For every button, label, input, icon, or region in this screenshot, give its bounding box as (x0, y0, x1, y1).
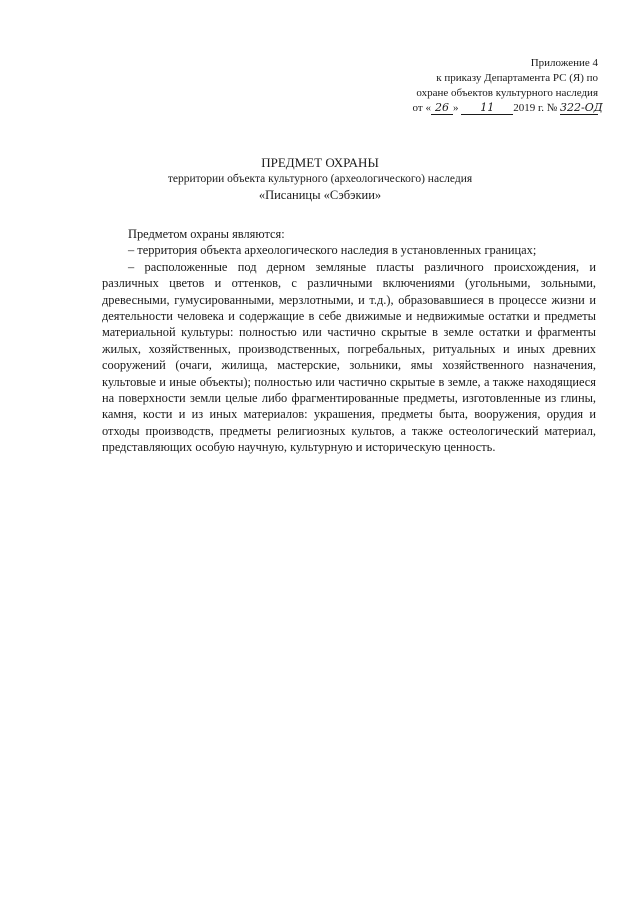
document-title: ПРЕДМЕТ ОХРАНЫ (261, 155, 379, 170)
site-name: «Писаницы «Сэбэкии» (258, 188, 382, 202)
date-month-handwritten: 11 (461, 101, 513, 115)
date-day-close: » (452, 102, 459, 114)
date-year-text: 2019 г. № (513, 102, 558, 114)
order-number-handwritten: 322-ОД (560, 101, 603, 114)
document-body (102, 226, 596, 456)
annex-title: Приложение 4 (530, 57, 598, 69)
protection-item-1: – территория объекта археологического наследия в установленных границах; (128, 243, 537, 258)
document-subtitle: территории объекта культурного (археологического) наследия (167, 173, 473, 185)
annex-order-ref: к приказу Департамента РС (Я) по (436, 72, 598, 84)
annex-date-line (412, 101, 603, 116)
protection-item-2: – расположенные под дерном земляные пласты различного происхождения, и различных цветов и оттенков, с различными включениями (угольными, зольными, древесными, гумусированными, мерзлотными, и т.д.), образовавшиеся в процессе жизни и деятельности человека и содержащие в себе движимые и недвижимые остатки и предметы материальной культуры: полностью или частично скрытые в земле остатки и фрагменты жилых, хозяйственных, производственных, погребальных, ритуальных и иных древних сооружений (очаги, жилища, мастерские, зольники, ямы хозяйственного назначения, культовые и иные объекты); полностью или частично скрытые в земле, а также находящиеся на поверхности земли целые либо фрагментированные предметы, изготовленные из глины, камня, кости и из иных материалов: украшения, предметы быта, вооружения, орудия и отходы производств, предметы религиозных культов, а также остеологический материал, представляющих особую научную, культурную и историческую ценность. (102, 259, 596, 455)
date-prefix: от « (412, 102, 431, 114)
intro-paragraph: Предметом охраны являются: (128, 227, 285, 241)
date-day-handwritten: 26 (431, 101, 453, 115)
annex-header (412, 56, 603, 116)
document-heading (0, 155, 640, 204)
annex-department: охране объектов культурного наследия (416, 87, 598, 99)
